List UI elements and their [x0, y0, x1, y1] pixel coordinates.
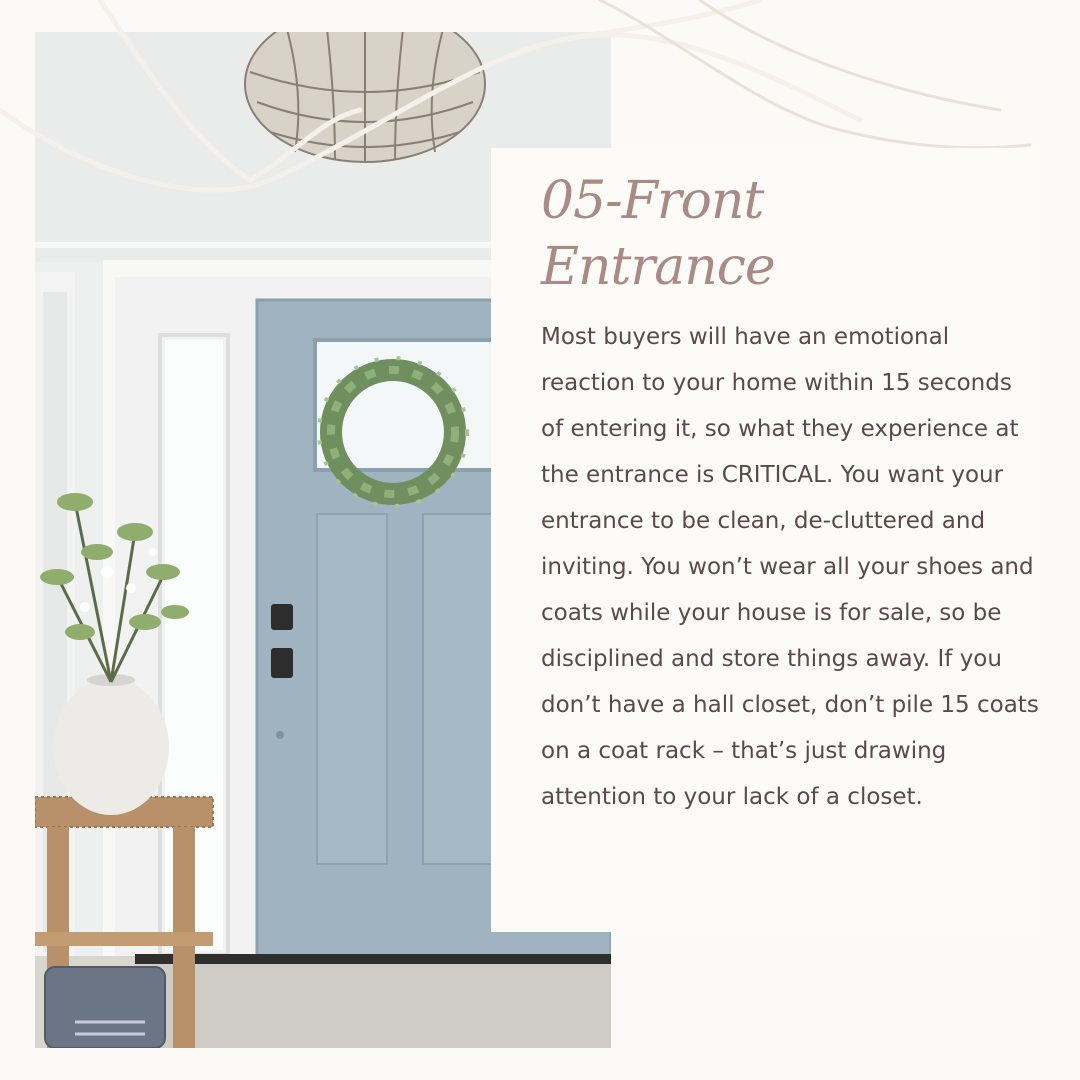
text-card [491, 148, 1039, 932]
title-line-2: Entrance [541, 237, 775, 297]
title-line-1: 05-Front [541, 171, 764, 231]
page-title [541, 168, 1006, 300]
body-text: Most buyers will have an emotional reaction to your home within 15 seconds of entering it, so what they experience at the entrance is CRITICAL. You want your entrance to be clean, de-cluttered and inviting. You won’t wear all your shoes and coats while your house is for sale, so be disciplined and store things away. If you don’t have a hall closet, don’t pile 15 coats on a coat rack – that’s just drawing attention to your lack of a closet. [541, 324, 1039, 810]
